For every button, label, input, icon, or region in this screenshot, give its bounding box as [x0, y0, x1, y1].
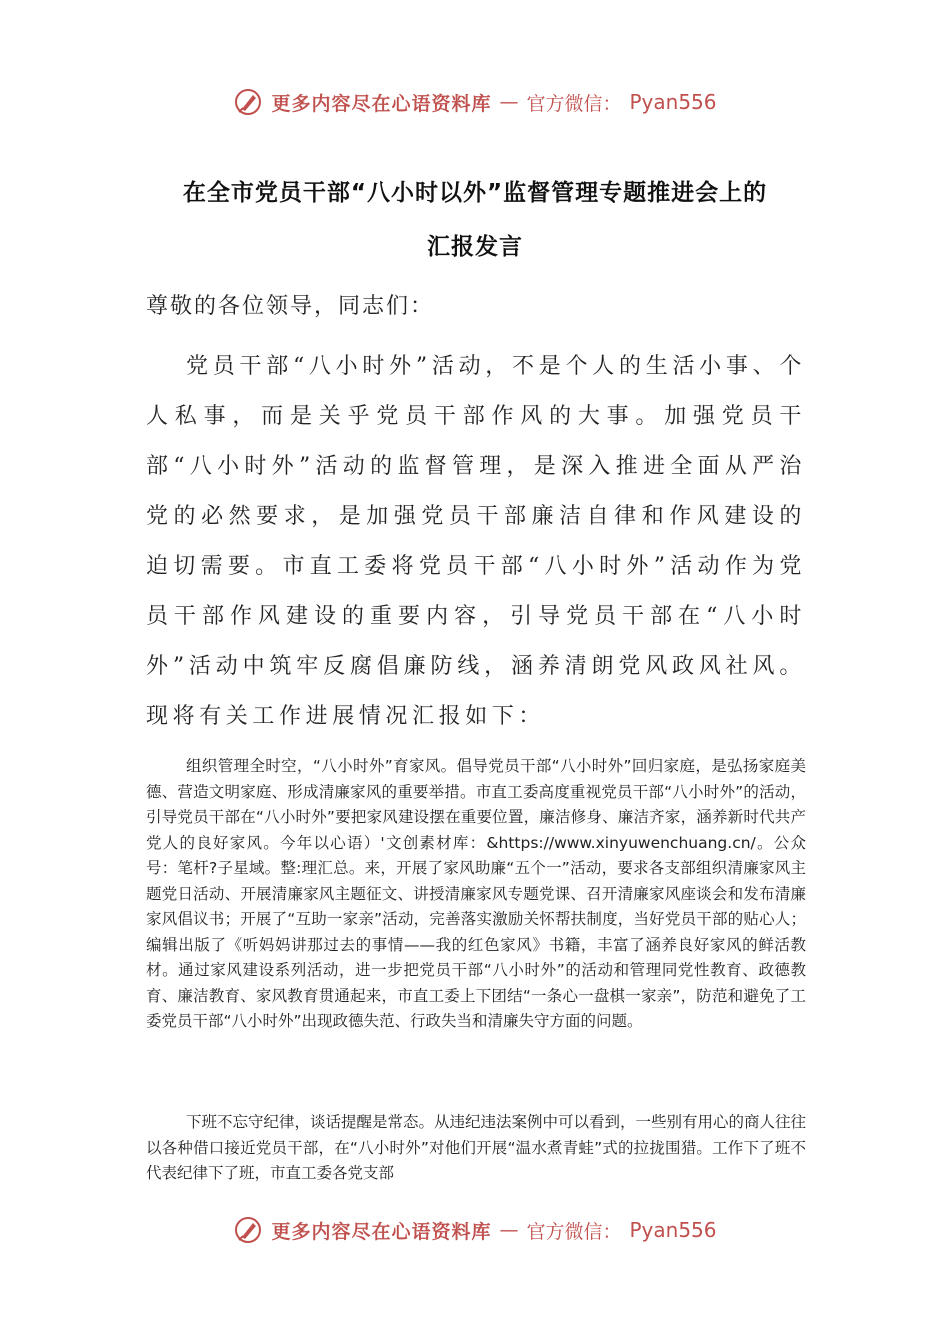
document-title-line2: 汇报发言	[427, 234, 523, 260]
watermark-brand: 更多内容尽在心语资料库	[271, 92, 492, 115]
intro-paragraph: 党员干部“八小时外”活动，不是个人的生活小事、个人私事，而是关乎党员干部作风的大事。加强党员干部“八小时外”活动的监督管理，是深入推进全面从严治党的必然要求，是加强党员干部廉洁自律和作风建设的迫切需要。市直工委将党员干部“八小时外”活动作为党员干部作风建设的重要内容，引导党员干部在“八小时外”活动中筑牢反腐倡廉防线，涵养清朗党风政风社风。现将有关工作进展情况汇报如下：	[146, 354, 806, 729]
document-title-line1: 在全市党员干部“八小时以外”监督管理专题推进会上的	[182, 180, 768, 206]
body-paragraph-2: 下班不忘守纪律，谈话提醒是常态。从违纪违法案例中可以看到，一些别有用心的商人往往以各种借口接近党员干部，在“八小时外”对他们开展“温水煮青蛙”式的拉拢围猎。工作下了班不代表纪律下了班，市直工委各党支部	[146, 1113, 807, 1182]
salutation: 尊敬的各位领导，同志们：	[146, 294, 435, 319]
header-watermark	[0, 82, 950, 122]
watermark-brand: 更多内容尽在心语资料库	[271, 1220, 492, 1243]
watermark-dash: —	[499, 91, 519, 113]
footer-watermark	[0, 1210, 950, 1250]
body-paragraph-1: 组织管理全时空，“八小时外”育家风。倡导党员干部“八小时外”回归家庭，是弘扬家庭美德、营造文明家庭、形成清廉家风的重要举措。市直工委高度重视党员干部“八小时外”的活动，引导党员干部在“八小时外”要把家风建设摆在重要位置，廉洁修身、廉洁齐家，涵养新时代共产党人的良好家风。今年以心语）'文创素材库：&https://www.xinyuwenchuang.cn/。公众号：笔杆?子星域。整:理汇总。来，开展了家风助廉“五个一”活动，要求各支部组织清廉家风主题党日活动、开展清廉家风主题征文、讲授清廉家风专题党课、召开清廉家风座谈会和发布清廉家风倡议书；开展了“互助一家亲”活动，完善落实激励关怀帮扶制度，当好党员干部的贴心人；编辑出版了《听妈妈讲那过去的事情——我的红色家风》书籍，丰富了涵养良好家风的鲜活教材。通过家风建设系列活动，进一步把党员干部“八小时外”的活动和管理同党性教育、政德教育、廉洁教育、家风教育贯通起来，市直工委上下团结“一条心一盘棋一家亲”，防范和避免了工委党员干部“八小时外”出现政德失范、行政失当和清廉失守方面的问题。	[146, 757, 806, 1030]
watermark-account: Pyan556	[629, 90, 717, 114]
watermark-dash: —	[499, 1219, 519, 1241]
watermark-label: 官方微信：	[526, 92, 622, 115]
watermark-label: 官方微信：	[526, 1220, 622, 1243]
pen-nib-logo-icon	[233, 1215, 263, 1245]
pen-nib-logo-icon	[233, 87, 263, 117]
watermark-account: Pyan556	[629, 1218, 717, 1242]
